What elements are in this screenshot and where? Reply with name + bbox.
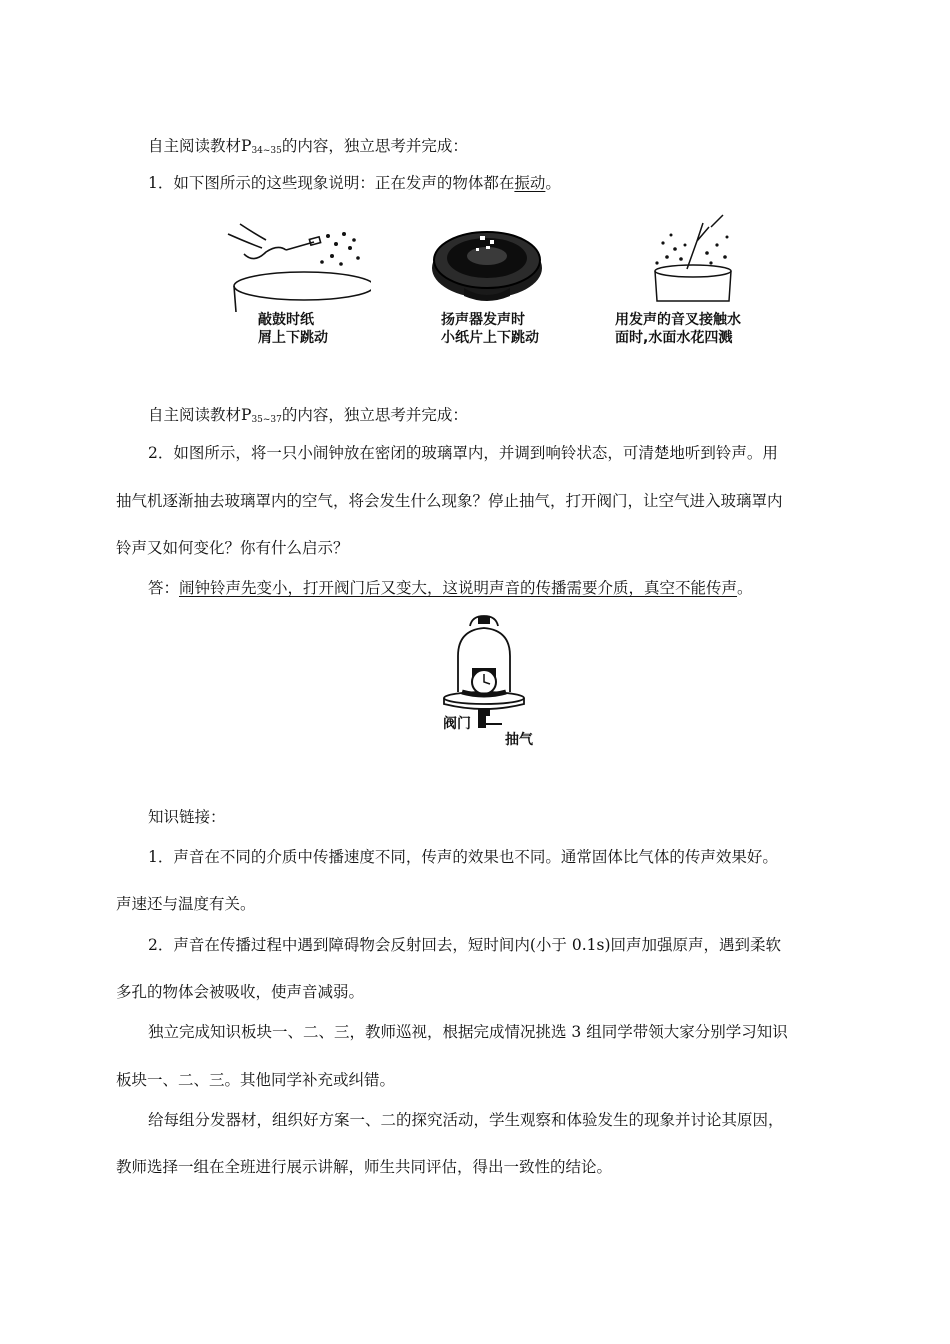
speaker-caption-line1: 扬声器发声时 [441, 312, 525, 328]
knowledge-item-2-line2: 多孔的物体会被吸收，使声音减弱。 [116, 983, 365, 1001]
knowledge-title: 知识链接： [148, 808, 226, 826]
reading-instruction-1: 自主阅读教材$P_{34\sim 35}$的内容，独立思考并完成： [148, 137, 468, 156]
paragraph-2-line1: 给每组分发器材，组织好方案一、二的探究活动，学生观察和体验发生的现象并讨论其原因， [148, 1111, 784, 1129]
paragraph-1-line1: 独立完成知识板块一、二、三，教师巡视，根据完成情况挑选 3 组同学带领大家分别学习知识 [148, 1023, 788, 1041]
knowledge-item-1-line1: 1．声音在不同的介质中传播速度不同，传声的效果也不同。通常固体比气体的传声效果好。 [148, 848, 778, 866]
question-1-answer: 振动 [514, 174, 546, 192]
question-2-answer-text: 闹钟铃声先变小，打开阀门后又变大，这说明声音的传播需要介质，真空不能传声 [179, 579, 738, 597]
question-2-line2: 抽气机逐渐抽去玻璃罩内的空气，将会发生什么现象？停止抽气，打开阀门，让空气进入玻璃罩内 [116, 492, 783, 510]
fork-caption-line1: 用发声的音叉接触水 [615, 312, 741, 328]
paragraph-1-line2: 板块一、二、三。其他同学补充或纠错。 [116, 1071, 396, 1089]
speaker-figure [428, 226, 546, 304]
valve-label: 阀门 [443, 716, 471, 732]
speaker-caption-line2: 小纸片上下跳动 [441, 330, 539, 346]
fork-caption-line2: 面时,水面水花四溅 [615, 330, 733, 346]
drum-caption-line2: 屑上下跳动 [258, 330, 328, 346]
question-2-answer: 答：闹钟铃声先变小，打开阀门后又变大，这说明声音的传播需要介质，真空不能传声。 [148, 579, 753, 597]
knowledge-item-1-line2: 声速还与温度有关。 [116, 895, 256, 913]
question-2-line1: 2．如图所示，将一只小闹钟放在密闭的玻璃罩内，并调到响铃状态，可清楚地听到铃声。用 [148, 444, 778, 462]
question-2-line3: 铃声又如何变化？你有什么启示？ [116, 539, 349, 557]
paragraph-2-line2: 教师选择一组在全班进行展示讲解，师生共同评估，得出一致性的结论。 [116, 1158, 613, 1176]
drum-figure [226, 214, 371, 314]
knowledge-item-2-line1: 2．声音在传播过程中遇到障碍物会反射回去，短时间内(小于 0.1s)回声加强原声，遇到柔软 [148, 936, 781, 954]
pump-label: 抽气 [505, 732, 533, 748]
question-1: 1．如下图所示的这些现象说明：正在发声的物体都在振动。 [148, 174, 561, 192]
tuning-fork-figure [637, 213, 747, 305]
bell-jar-figure [442, 612, 540, 730]
drum-caption-line1: 敲鼓时纸 [258, 312, 314, 328]
reading-instruction-2: 自主阅读教材$P_{35\sim 37}$的内容，独立思考并完成： [148, 406, 468, 425]
